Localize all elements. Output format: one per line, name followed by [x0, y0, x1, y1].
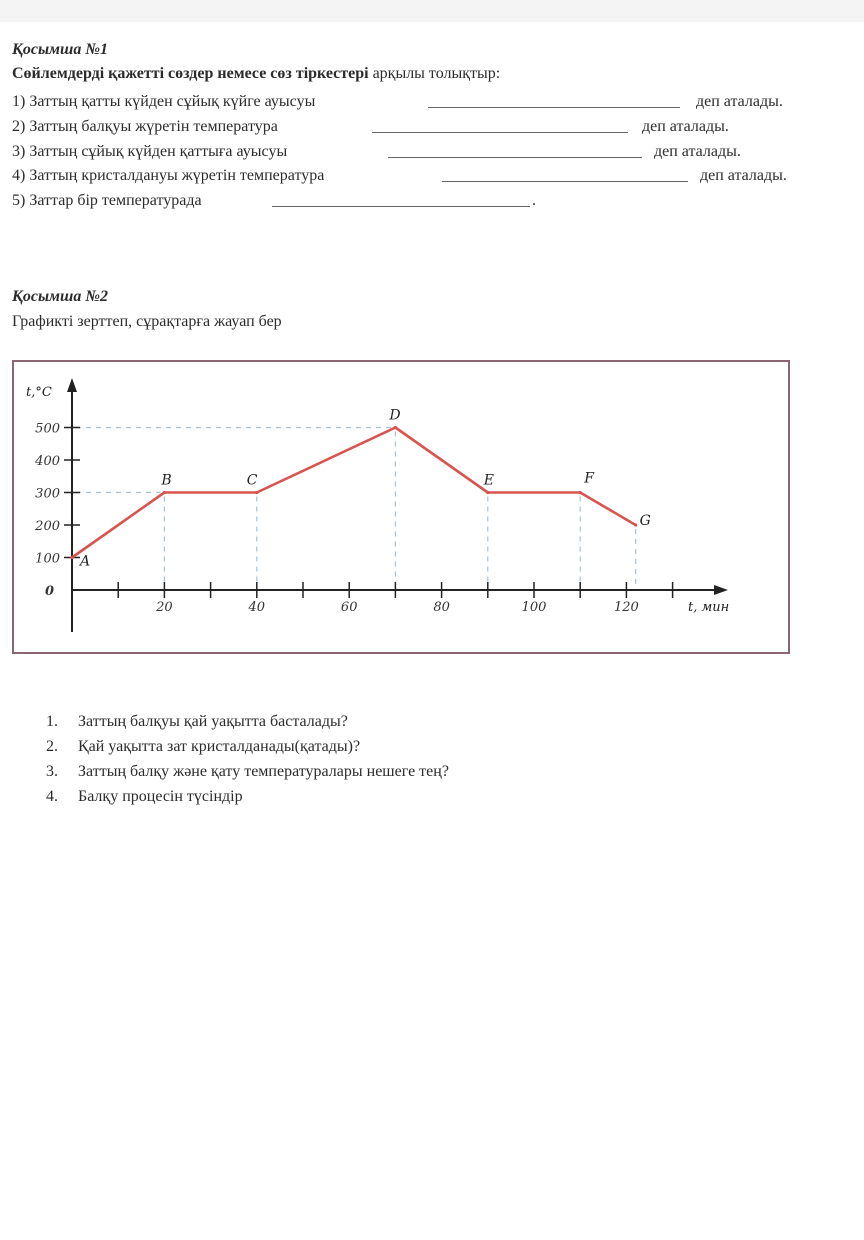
y-axis-arrow	[67, 378, 77, 392]
question-text: Балқу процесін түсіндір	[78, 788, 243, 805]
point-D	[394, 426, 397, 429]
fill-item-1-text: 1) Заттың қатты күйден сұйық күйге ауысуы	[12, 93, 316, 110]
appendix2-instruction: Графикті зерттеп, сұрақтарға жауап бер	[12, 313, 282, 330]
y-tick-label-400: 400	[35, 454, 60, 469]
question-1	[46, 712, 348, 732]
point-E	[486, 491, 489, 494]
origin-label: 0	[44, 584, 54, 599]
y-tick-label-500: 500	[35, 421, 60, 437]
y-tick-label-200: 200	[35, 519, 60, 534]
question-number: 3.	[46, 763, 58, 780]
point-F	[579, 491, 582, 494]
question-number: 1.	[46, 713, 58, 730]
fill-item-2-blank[interactable]	[372, 132, 628, 133]
y-tick-label-300: 300	[35, 486, 60, 502]
appendix1-title: Қосымша №1	[12, 41, 108, 58]
appendix1-instruction	[12, 64, 500, 84]
temperature-time-chart	[14, 362, 788, 652]
fill-item-5-text: 5) Заттар бір температурада	[12, 192, 202, 209]
question-text: Заттың балқуы қай уақытта басталады?	[78, 713, 348, 730]
x-tick-label-100: 100	[521, 600, 547, 615]
question-number: 2.	[46, 738, 58, 755]
x-tick-label-20: 20	[156, 600, 173, 615]
fill-item-1-tail: деп аталады.	[696, 93, 783, 110]
fill-item-3-blank[interactable]	[388, 157, 642, 158]
x-tick-label-80: 80	[433, 600, 450, 615]
fill-item-4-text: 4) Заттың кристалдануы жүретін температура	[12, 167, 325, 184]
top-bar	[0, 0, 864, 22]
fill-item-4-blank[interactable]	[442, 181, 688, 182]
fill-item-3-text: 3) Заттың сұйық күйден қаттыға ауысуы	[12, 143, 288, 160]
point-label-F: F	[584, 470, 594, 487]
instruction-bold: Сөйлемдерді қажетті сөздер немесе сөз тіркестері	[12, 65, 369, 82]
point-label-G: G	[639, 513, 651, 529]
x-tick-label-120: 120	[613, 600, 639, 615]
point-label-B: B	[161, 472, 172, 489]
point-C	[255, 491, 258, 494]
fill-item-4-tail: деп аталады.	[700, 167, 787, 184]
y-tick-label-100: 100	[35, 551, 60, 567]
question-text: Қай уақытта зат кристалданады(қатады)?	[78, 738, 361, 755]
x-tick-label-60: 60	[340, 600, 358, 615]
x-axis-title: t, мин	[688, 600, 730, 615]
x-axis-arrow	[714, 585, 728, 595]
x-tick-label-40: 40	[248, 600, 266, 615]
fill-item-2-text: 2) Заттың балқуы жүретін температура	[12, 118, 278, 135]
question-text: Заттың балқу және қату температуралары нешеге тең?	[78, 763, 449, 780]
question-3	[46, 762, 449, 782]
appendix2-title: Қосымша №2	[12, 288, 108, 305]
fill-item-2-tail: деп аталады.	[642, 118, 729, 135]
fill-item-5-blank[interactable]	[272, 206, 530, 207]
point-label-E: E	[483, 472, 495, 489]
point-label-A: A	[80, 553, 91, 570]
instruction-rest: арқылы толықтыр:	[368, 65, 501, 82]
fill-item-1-blank[interactable]	[428, 107, 680, 108]
y-axis-title: t,°C	[26, 385, 52, 400]
point-A	[70, 556, 73, 559]
point-B	[163, 491, 166, 494]
fill-item-5-tail: .	[532, 192, 536, 209]
point-label-D: D	[389, 407, 401, 424]
chart-frame	[12, 360, 790, 654]
question-2	[46, 737, 360, 757]
point-G	[634, 523, 637, 526]
fill-item-3-tail: деп аталады.	[654, 143, 741, 160]
point-label-C: C	[246, 472, 258, 489]
question-4	[46, 787, 243, 807]
question-number: 4.	[46, 788, 58, 805]
